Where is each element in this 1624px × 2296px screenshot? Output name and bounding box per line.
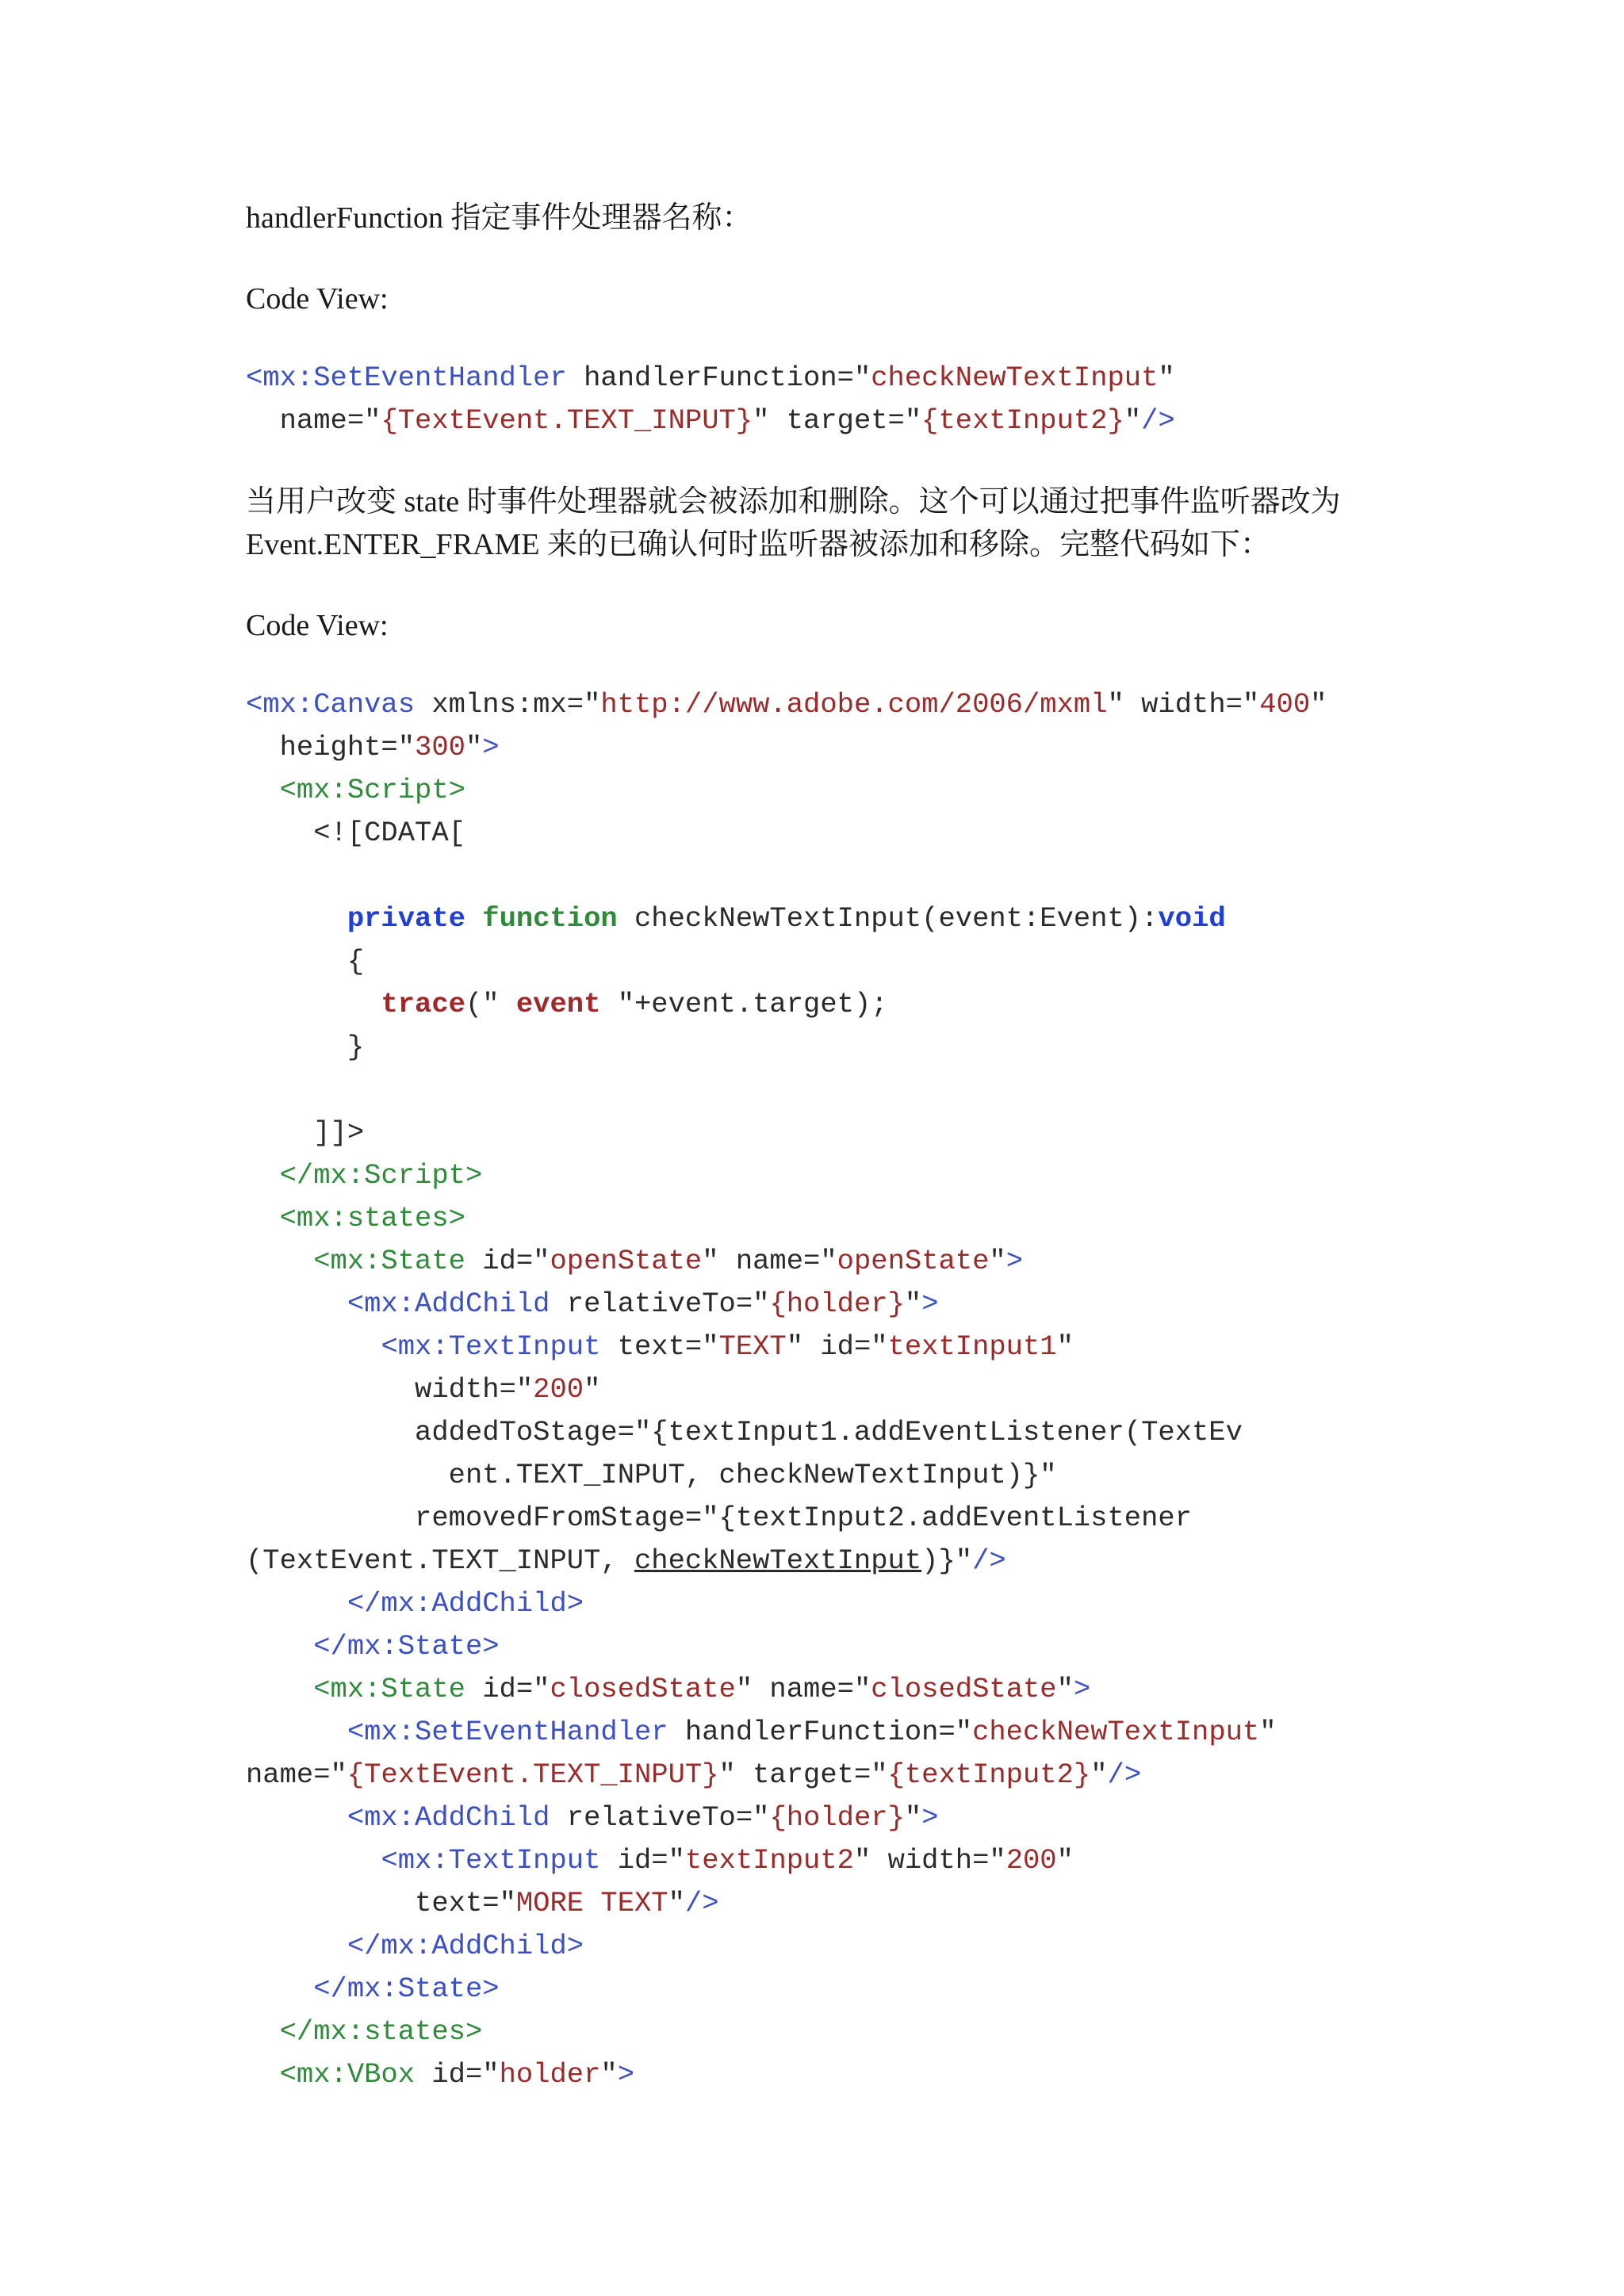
- code-token: function: [482, 902, 618, 935]
- code-line: [246, 1925, 1396, 1968]
- code-token: TEXT: [718, 1330, 787, 1363]
- code-line: [246, 1797, 1396, 1839]
- code-line-blank: [246, 1069, 1396, 1112]
- code-token: <mx:TextInput: [381, 1844, 601, 1877]
- intro-text: handlerFunction 指定事件处理器名称：: [246, 201, 753, 235]
- code-token: "+event.target);: [617, 988, 888, 1020]
- code-token: <mx:AddChild: [347, 1288, 550, 1320]
- code-token: addedToStage="{textInput1.addEventListener(TextEv: [415, 1416, 1243, 1448]
- code-token: )}": [921, 1544, 973, 1577]
- code-token: 200: [533, 1373, 584, 1406]
- code-token: {TextEvent.TEXT_INPUT}: [347, 1758, 719, 1791]
- code-token: ": [904, 1801, 922, 1834]
- code-token: {holder}: [769, 1288, 905, 1320]
- code-token: handlerFunction=": [668, 1716, 973, 1748]
- code-token: ": [1124, 404, 1142, 437]
- code-token: </mx:Script>: [279, 1159, 483, 1192]
- code-token: id=": [600, 1844, 685, 1877]
- code-line-blank: [246, 855, 1396, 897]
- code-token: textInput2: [684, 1844, 854, 1877]
- code-line: [246, 1240, 1396, 1283]
- code-token: </mx:AddChild>: [347, 1587, 584, 1620]
- code-token: >: [482, 731, 500, 763]
- code-token: ": [1158, 362, 1175, 394]
- code-line: [246, 1326, 1396, 1368]
- code-snippet-canvas: [246, 683, 1396, 2096]
- code-token: relativeTo=": [550, 1288, 770, 1320]
- code-token: closedState: [871, 1673, 1057, 1705]
- code-token: " target=": [753, 404, 922, 437]
- code-line: [246, 1026, 1396, 1069]
- code-token: 300: [415, 731, 465, 763]
- code-token: <mx:State: [313, 1245, 465, 1277]
- code-token: ": [668, 1887, 685, 1919]
- code-token: 400: [1259, 688, 1311, 721]
- code-token: <mx:Script>: [279, 774, 465, 806]
- code-token: <mx:states>: [279, 1202, 465, 1234]
- code-token: event: [499, 988, 618, 1020]
- code-token: holder: [499, 2058, 601, 2091]
- code-line: [246, 1582, 1396, 1625]
- code-snippet-set-event-handler: [246, 357, 1396, 442]
- code-line: [246, 1368, 1396, 1411]
- code-line: [246, 357, 1396, 400]
- code-token: />: [684, 1887, 719, 1919]
- code-token: id=": [465, 1673, 550, 1705]
- code-token: ]]>: [313, 1116, 365, 1149]
- code-token: http://www.adobe.com/2006/mxml: [600, 688, 1108, 721]
- code-line: [246, 1283, 1396, 1326]
- code-token: >: [617, 2058, 635, 2091]
- code-token: (TextEvent.TEXT_INPUT,: [246, 1544, 634, 1577]
- code-line: [246, 1540, 1396, 1582]
- code-line: [246, 940, 1396, 983]
- code-token: ": [1056, 1330, 1074, 1363]
- code-token: {TextEvent.TEXT_INPUT}: [381, 404, 753, 437]
- code-token: checkNewTextInput: [634, 1544, 922, 1577]
- code-token: </mx:AddChild>: [347, 1930, 584, 1962]
- code-line: [246, 400, 1396, 442]
- code-token: removedFromStage="{textInput2.addEventListener: [415, 1502, 1193, 1534]
- code-token: ": [989, 1245, 1006, 1277]
- code-token: </mx:State>: [313, 1973, 500, 2005]
- code-token: id=": [465, 1245, 550, 1277]
- code-token: ": [1259, 1716, 1277, 1748]
- code-token: 200: [1005, 1844, 1057, 1877]
- code-token: />: [1107, 1758, 1142, 1791]
- code-line: [246, 683, 1396, 726]
- code-token: ": [1056, 1844, 1074, 1877]
- code-line: [246, 1197, 1396, 1240]
- code-token: <mx:State: [313, 1673, 465, 1705]
- code-token: ": [584, 1373, 601, 1406]
- code-line: [246, 2053, 1396, 2096]
- code-line: [246, 812, 1396, 855]
- code-view-label: Code View:: [246, 609, 389, 642]
- code-line: [246, 897, 1396, 940]
- code-token: height=": [279, 731, 416, 763]
- code-token: {holder}: [769, 1801, 905, 1834]
- code-line: [246, 1154, 1396, 1197]
- code-line: [246, 1497, 1396, 1540]
- code-token: checkNewTextInput: [871, 362, 1159, 394]
- code-token: }: [347, 1031, 365, 1063]
- code-line: [246, 2011, 1396, 2053]
- code-token: " name=": [702, 1245, 837, 1277]
- code-token: void: [1158, 902, 1226, 935]
- code-line: [246, 1454, 1396, 1497]
- code-line: [246, 983, 1396, 1026]
- code-token: ": [465, 731, 483, 763]
- code-token: <mx:TextInput: [381, 1330, 601, 1363]
- code-line: [246, 1625, 1396, 1668]
- code-token: name=": [246, 1758, 347, 1791]
- code-token: width=": [415, 1373, 534, 1406]
- code-token: text=": [600, 1330, 719, 1363]
- code-line: [246, 769, 1396, 812]
- code-view-label: Code View:: [246, 282, 389, 316]
- code-token: closedState: [550, 1673, 736, 1705]
- code-token: ": [904, 1288, 922, 1320]
- code-token: <mx:VBox: [279, 2058, 416, 2091]
- code-token: <![CDATA[: [313, 817, 465, 849]
- code-token: >: [921, 1801, 939, 1834]
- code-token: ": [1090, 1758, 1108, 1791]
- code-token: <mx:Canvas: [246, 688, 416, 721]
- code-token: <mx:SetEventHandler: [246, 362, 567, 394]
- code-line: [246, 1711, 1396, 1754]
- code-token: handlerFunction=": [566, 362, 871, 394]
- code-token: " target=": [718, 1758, 888, 1791]
- code-token: {textInput2}: [887, 1758, 1091, 1791]
- paragraph-line: 当用户改变 state 时事件处理器就会被添加和删除。这个可以通过把事件监听器改为: [246, 485, 1341, 519]
- code-token: text=": [415, 1887, 516, 1919]
- code-token: private: [347, 902, 465, 935]
- code-token: " width=": [853, 1844, 1006, 1877]
- code-token: ": [1056, 1673, 1074, 1705]
- code-token: ": [1310, 688, 1327, 721]
- code-token: trace: [381, 988, 465, 1020]
- code-line: [246, 1839, 1396, 1882]
- code-token: relativeTo=": [550, 1801, 770, 1834]
- code-token: (": [465, 988, 500, 1020]
- code-token: >: [921, 1288, 939, 1320]
- code-token: " name=": [735, 1673, 871, 1705]
- code-line: [246, 1668, 1396, 1711]
- code-token: MORE TEXT: [515, 1887, 668, 1919]
- code-line: [246, 1882, 1396, 1925]
- code-token: textInput1: [887, 1330, 1057, 1363]
- paragraph-line: Event.ENTER_FRAME 来的已确认何时监听器被添加和移除。完整代码如下：: [246, 528, 1270, 561]
- code-token: xmlns:mx=": [415, 688, 601, 721]
- code-token: <mx:AddChild: [347, 1801, 550, 1834]
- code-token: " id=": [786, 1330, 888, 1363]
- code-token: <mx:SetEventHandler: [347, 1716, 668, 1748]
- code-token: openState: [550, 1245, 703, 1277]
- code-line: [246, 1968, 1396, 2011]
- code-line: [246, 726, 1396, 769]
- code-token: openState: [837, 1245, 990, 1277]
- code-token: >: [1005, 1245, 1024, 1277]
- code-token: {textInput2}: [921, 404, 1124, 437]
- code-token: id=": [415, 2058, 500, 2091]
- code-token: </mx:states>: [279, 2015, 483, 2048]
- code-line: [246, 1754, 1396, 1797]
- code-token: </mx:State>: [313, 1630, 500, 1663]
- code-token: " width=": [1107, 688, 1260, 721]
- code-line: [246, 1411, 1396, 1454]
- code-token: />: [1141, 404, 1175, 437]
- code-token: ent.TEXT_INPUT, checkNewTextInput)}": [448, 1459, 1057, 1491]
- code-token: ": [600, 2058, 618, 2091]
- code-line: [246, 1112, 1396, 1154]
- code-token: name=": [279, 404, 381, 437]
- code-token: checkNewTextInput: [972, 1716, 1260, 1748]
- code-token: >: [1073, 1673, 1091, 1705]
- code-token: {: [347, 945, 365, 978]
- code-token: checkNewTextInput(event:Event):: [617, 902, 1159, 935]
- code-token: />: [972, 1544, 1006, 1577]
